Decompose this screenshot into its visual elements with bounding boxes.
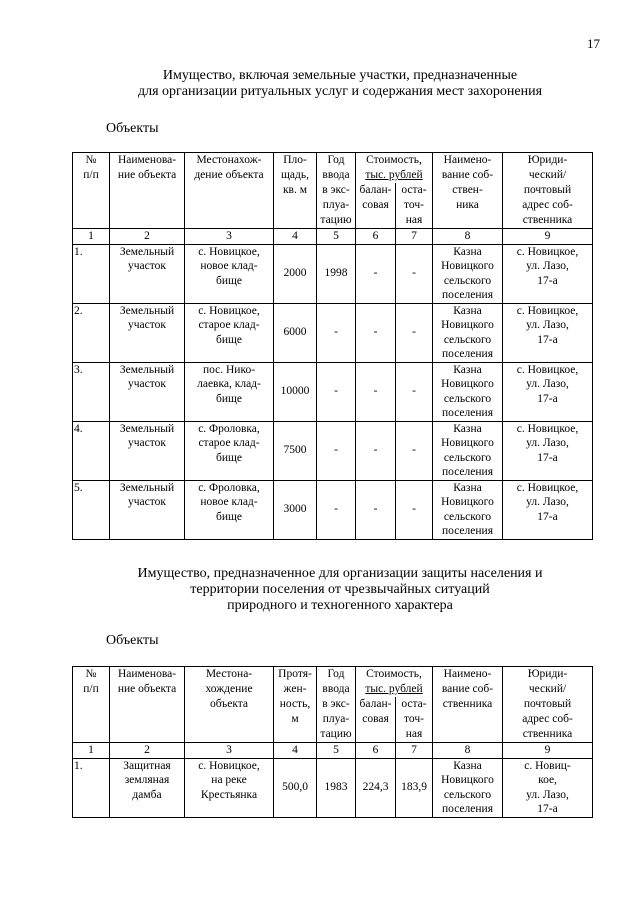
- header-cost-group: Стоимость, тыс. рублей: [356, 153, 433, 184]
- header-owner: Наимено- вание соб- ственника: [433, 667, 503, 743]
- section1-subtitle: Объекты: [106, 121, 159, 136]
- section2-table: [72, 666, 593, 818]
- header-num: № п/п: [73, 153, 110, 229]
- object-location: с. Фроловка, старое клад- бище: [185, 421, 274, 480]
- object-year: -: [317, 362, 356, 421]
- column-number: 4: [274, 743, 317, 759]
- header-location: Местона- хождение объекта: [185, 667, 274, 743]
- object-area: 6000: [274, 303, 317, 362]
- column-number: 1: [73, 229, 110, 245]
- object-year: 1983: [317, 758, 356, 817]
- object-owner: Казна Новицкого сельского поселения: [433, 480, 503, 539]
- row-number: 4.: [73, 421, 110, 480]
- object-year: -: [317, 303, 356, 362]
- object-location: с. Новицкое, на реке Крестьянка: [185, 758, 274, 817]
- column-number: 9: [503, 743, 593, 759]
- column-number: 3: [185, 229, 274, 245]
- object-residual: -: [396, 421, 433, 480]
- table-row: [73, 303, 593, 362]
- header-balance: балан- совая: [356, 183, 396, 229]
- object-area: 7500: [274, 421, 317, 480]
- section2-title: [70, 566, 610, 614]
- column-number-row: [73, 743, 593, 759]
- column-number: 7: [396, 743, 433, 759]
- header-name: Наименова- ние объекта: [110, 153, 185, 229]
- object-area: 10000: [274, 362, 317, 421]
- column-number: 2: [110, 743, 185, 759]
- table-row: [73, 244, 593, 303]
- header-location: Местонахож- дение объекта: [185, 153, 274, 229]
- object-residual: -: [396, 303, 433, 362]
- section1-title: [70, 68, 610, 100]
- object-balance: -: [356, 480, 396, 539]
- object-address: с. Новицкое, ул. Лазо, 17-а: [503, 480, 593, 539]
- object-residual: 183,9: [396, 758, 433, 817]
- object-name: Защитная земляная дамба: [110, 758, 185, 817]
- object-address: с. Новицкое, ул. Лазо, 17-а: [503, 421, 593, 480]
- header-area: Пло- щадь, кв. м: [274, 153, 317, 229]
- object-residual: -: [396, 244, 433, 303]
- column-number: 2: [110, 229, 185, 245]
- column-number: 5: [317, 229, 356, 245]
- column-number: 7: [396, 229, 433, 245]
- row-number: 1.: [73, 758, 110, 817]
- column-number: 6: [356, 743, 396, 759]
- object-length: 500,0: [274, 758, 317, 817]
- header-residual: оста- точ- ная: [396, 697, 433, 743]
- object-address: с. Новицкое, ул. Лазо, 17-а: [503, 362, 593, 421]
- object-name: Земельный участок: [110, 480, 185, 539]
- column-number: 8: [433, 743, 503, 759]
- header-year: Год ввода в экс- плуа- тацию: [317, 667, 356, 743]
- object-owner: Казна Новицкого сельского поселения: [433, 421, 503, 480]
- section2-subtitle: Объекты: [106, 633, 159, 648]
- object-year: 1998: [317, 244, 356, 303]
- header-cost-group: Стоимость, тыс. рублей: [356, 667, 433, 698]
- row-number: 1.: [73, 244, 110, 303]
- object-address: с. Новиц- кое, ул. Лазо, 17-а: [503, 758, 593, 817]
- object-area: 3000: [274, 480, 317, 539]
- header-address: Юриди- ческий/ почтовый адрес соб- ственника: [503, 667, 593, 743]
- object-owner: Казна Новицкого сельского поселения: [433, 362, 503, 421]
- section1-table: [72, 152, 593, 540]
- object-location: с. Фроловка, новое клад- бище: [185, 480, 274, 539]
- header-year: Год ввода в экс- плуа- тацию: [317, 153, 356, 229]
- object-balance: 224,3: [356, 758, 396, 817]
- section2-title-line: природного и техногенного характера: [227, 598, 453, 613]
- object-name: Земельный участок: [110, 362, 185, 421]
- table-header-row: [73, 667, 593, 698]
- object-owner: Казна Новицкого сельского поселения: [433, 758, 503, 817]
- header-owner: Наимено- вание соб- ствен- ника: [433, 153, 503, 229]
- object-address: с. Новицкое, ул. Лазо, 17-а: [503, 303, 593, 362]
- header-name: Наименова- ние объекта: [110, 667, 185, 743]
- object-name: Земельный участок: [110, 244, 185, 303]
- header-length: Протя- жен- ность, м: [274, 667, 317, 743]
- column-number: 3: [185, 743, 274, 759]
- object-balance: -: [356, 244, 396, 303]
- row-number: 2.: [73, 303, 110, 362]
- column-number-row: [73, 229, 593, 245]
- row-number: 5.: [73, 480, 110, 539]
- object-name: Земельный участок: [110, 303, 185, 362]
- object-residual: -: [396, 480, 433, 539]
- table-row: [73, 421, 593, 480]
- object-balance: -: [356, 421, 396, 480]
- object-year: -: [317, 421, 356, 480]
- object-residual: -: [396, 362, 433, 421]
- object-location: с. Новицкое, старое клад- бище: [185, 303, 274, 362]
- page-number: 17: [587, 36, 600, 51]
- table-row: [73, 362, 593, 421]
- column-number: 9: [503, 229, 593, 245]
- table-row: [73, 758, 593, 817]
- column-number: 8: [433, 229, 503, 245]
- section1-title-line: Имущество, включая земельные участки, предназначенные: [162, 68, 518, 83]
- header-address: Юриди- ческий/ почтовый адрес соб- ственника: [503, 153, 593, 229]
- object-location: с. Новицкое, новое клад- бище: [185, 244, 274, 303]
- object-owner: Казна Новицкого сельского поселения: [433, 303, 503, 362]
- column-number: 1: [73, 743, 110, 759]
- table-row: [73, 480, 593, 539]
- object-year: -: [317, 480, 356, 539]
- section2-title-line: Имущество, предназначенное для организации защиты населения и: [137, 566, 543, 581]
- object-owner: Казна Новицкого сельского поселения: [433, 244, 503, 303]
- header-residual: оста- точ- ная: [396, 183, 433, 229]
- object-address: с. Новицкое, ул. Лазо, 17-а: [503, 244, 593, 303]
- table-header-row: [73, 153, 593, 184]
- object-balance: -: [356, 303, 396, 362]
- object-area: 2000: [274, 244, 317, 303]
- column-number: 6: [356, 229, 396, 245]
- row-number: 3.: [73, 362, 110, 421]
- object-balance: -: [356, 362, 396, 421]
- section1-title-line: для организации ритуальных услуг и содержания мест захоронения: [137, 84, 543, 99]
- object-location: пос. Нико- лаевка, клад- бище: [185, 362, 274, 421]
- header-balance: балан- совая: [356, 697, 396, 743]
- header-num: № п/п: [73, 667, 110, 743]
- column-number: 5: [317, 743, 356, 759]
- object-name: Земельный участок: [110, 421, 185, 480]
- column-number: 4: [274, 229, 317, 245]
- section2-title-line: территории поселения от чрезвычайных ситуаций: [190, 582, 490, 597]
